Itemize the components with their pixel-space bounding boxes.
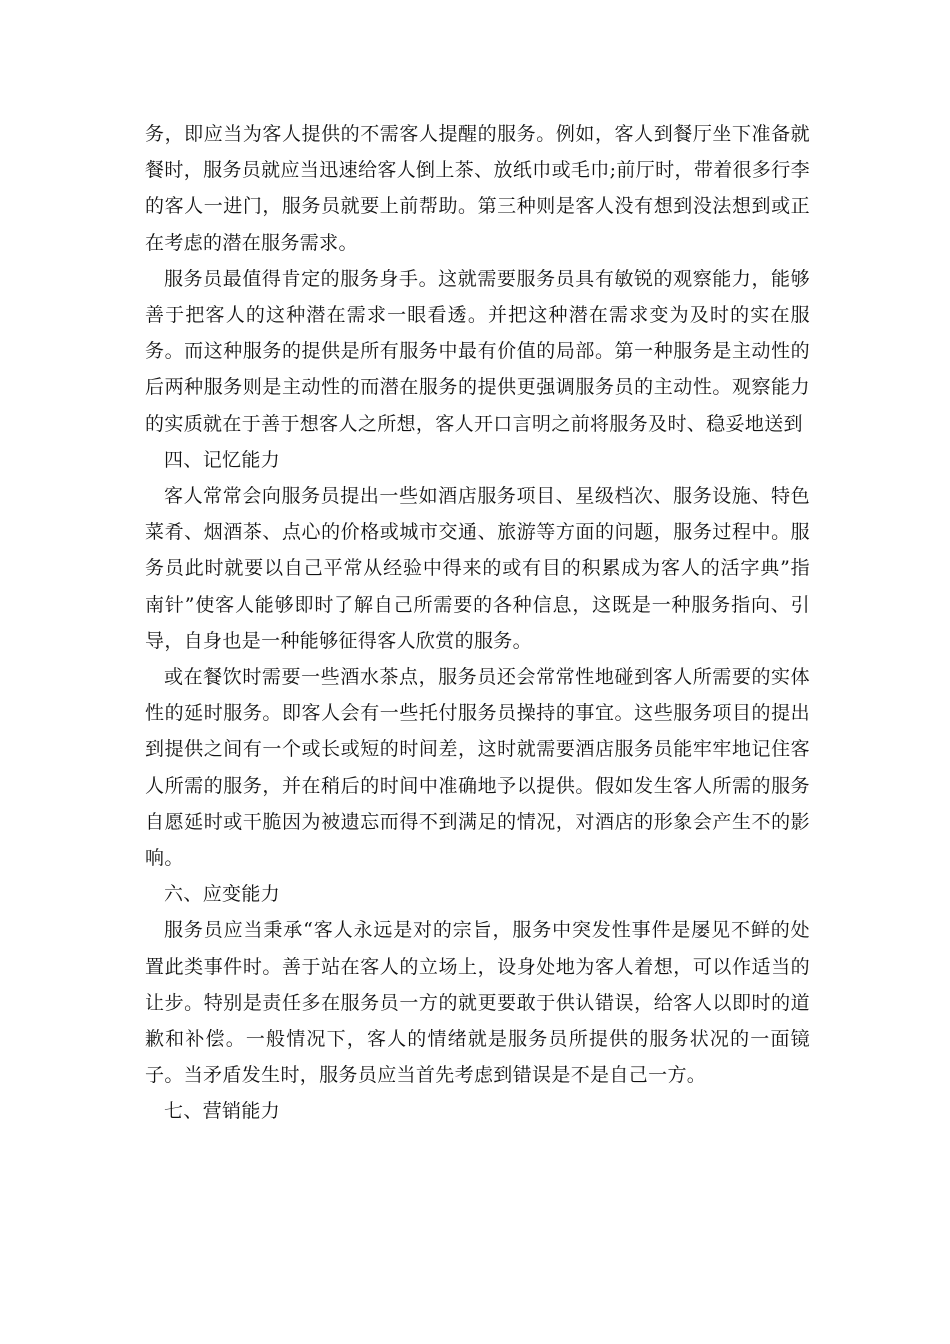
paragraph-memory-info: 客人常常会向服务员提出一些如酒店服务项目、星级档次、服务设施、特色菜肴、烟酒茶、点心的价格或城市交通、旅游等方面的问题，服务过程中。服务员此时就要以自己平常从经验中得来的或有目的积累成为客人的活字典”指南针”使客人能够即时了解自己所需要的各种信息，这既是一种服务指向、引导，自身也是一种能够征得客人欣赏的服务。 bbox=[145, 485, 810, 652]
heading-marketing-ability: 七、营销能力 bbox=[164, 1100, 281, 1123]
paragraph-memory-delayed: 或在餐饮时需要一些酒水茶点，服务员还会常常性地碰到客人所需要的实体性的延时服务。即客人会有一些托付服务员操持的事宜。这些服务项目的提出到提供之间有一个或长或短的时间差，这时就需要酒店服务员能牢牢地记住客人所需的服务，并在稍后的时间中准确地予以提供。假如发生客人所需的服务自愿延时或干脆因为被遗忘而得不到满足的情况，对酒店的形象会产生不的影响。 bbox=[145, 666, 810, 870]
heading-adaptability: 六、应变能力 bbox=[164, 883, 281, 906]
paragraph-adaptability: 服务员应当秉承“客人永远是对的宗旨，服务中突发性事件是屡见不鲜的处置此类事件时。善于站在客人的立场上，设身处地为客人着想，可以作适当的让步。特别是责任多在服务员一方的就更要敢于供认错误，给客人以即时的道歉和补偿。一般情况下，客人的情绪就是服务员所提供的服务状况的一面镜子。当矛盾发生时，服务员应当首先考虑到错误是不是自己一方。 bbox=[145, 919, 810, 1087]
heading-memory-ability: 四、记忆能力 bbox=[164, 448, 281, 471]
document-page bbox=[145, 116, 810, 1130]
paragraph-observation: 服务员最值得肯定的服务身手。这就需要服务员具有敏锐的观察能力，能够善于把客人的这种潜在需求一眼看透。并把这种潜在需求变为及时的实在服务。而这种服务的提供是所有服务中最有价值的局部。第一种服务是主动性的后两种服务则是主动性的而潜在服务的提供更强调服务员的主动性。观察能力的实质就在于善于想客人之所想，客人开口言明之前将服务及时、稳妥地送到 bbox=[145, 267, 810, 435]
paragraph-service-types: 务，即应当为客人提供的不需客人提醒的服务。例如，客人到餐厅坐下准备就餐时，服务员就应当迅速给客人倒上茶、放纸巾或毛巾;前厅时，带着很多行李的客人一进门，服务员就要上前帮助。第三种则是客人没有想到没法想到或正在考虑的潜在服务需求。 bbox=[145, 123, 810, 254]
